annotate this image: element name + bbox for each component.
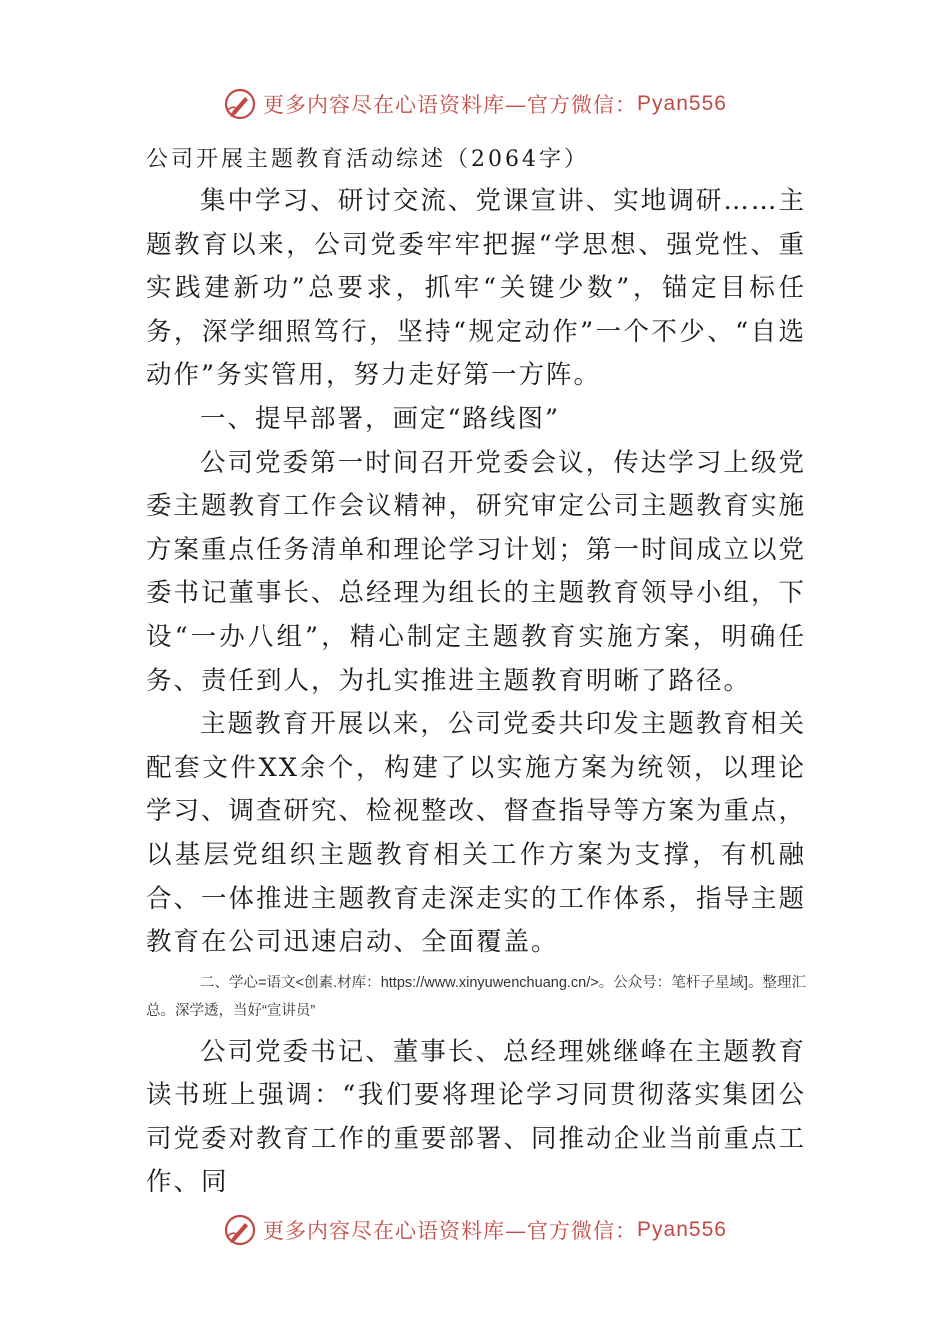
banner-text: 更多内容尽在心语资料库—官方微信： bbox=[263, 93, 638, 117]
document-title: 公司开展主题教育活动综述（2064字） bbox=[146, 147, 589, 172]
pen-logo-icon bbox=[223, 1213, 257, 1247]
header-banner bbox=[0, 84, 950, 124]
section-heading-2-note: 二、学心=语文<创素.材库：https://www.xinyuwenchuang.cn/>。公众号：笔杆子星域]。整理汇总。深学透，当好“宣讲员” bbox=[146, 974, 806, 1019]
paragraph-reading-class: 公司党委书记、董事长、总经理姚继峰在主题教育读书班上强调：“我们要将理论学习同贯彻落实集团公司党委对教育工作的重要部署、同推动企业当前重点工作、同 bbox=[146, 1036, 807, 1198]
banner-wechat-id: Pyan556 bbox=[637, 92, 727, 115]
footer-banner bbox=[0, 1210, 950, 1250]
paragraph-documents: 主题教育开展以来，公司党委共印发主题教育相关配套文件XX余个，构建了以实施方案为统领，以理论学习、调查研究、检视整改、督查指导等方案为重点，以基层党组织主题教育相关工作方案为支撑，有机融合、一体推进主题教育走深走实的工作体系，指导主题教育在公司迅速启动、全面覆盖。 bbox=[146, 709, 807, 958]
document-body bbox=[146, 140, 806, 1205]
pen-logo-icon bbox=[223, 87, 257, 121]
paragraph-deployment: 公司党委第一时间召开党委会议，传达学习上级党委主题教育工作会议精神，研究审定公司主题教育实施方案重点任务清单和理论学习计划；第一时间成立以党委书记董事长、总经理为组长的主题教育领导小组，下设“一办八组”，精心制定主题教育实施方案，明确任务、责任到人，为扎实推进主题教育明晰了路径。 bbox=[146, 447, 807, 696]
banner-text: 更多内容尽在心语资料库—官方微信： bbox=[263, 1219, 638, 1243]
section-heading-1: 一、提早部署，画定“路线图” bbox=[200, 403, 561, 434]
banner-wechat-id: Pyan556 bbox=[637, 1218, 727, 1241]
paragraph-intro: 集中学习、研讨交流、党课宣讲、实地调研……主题教育以来，公司党委牢牢把握“学思想、强党性、重实践建新功”总要求，抓牢“关键少数”，锚定目标任务，深学细照笃行，坚持“规定动作”一个不少、“自选动作”务实管用，努力走好第一方阵。 bbox=[146, 186, 806, 391]
